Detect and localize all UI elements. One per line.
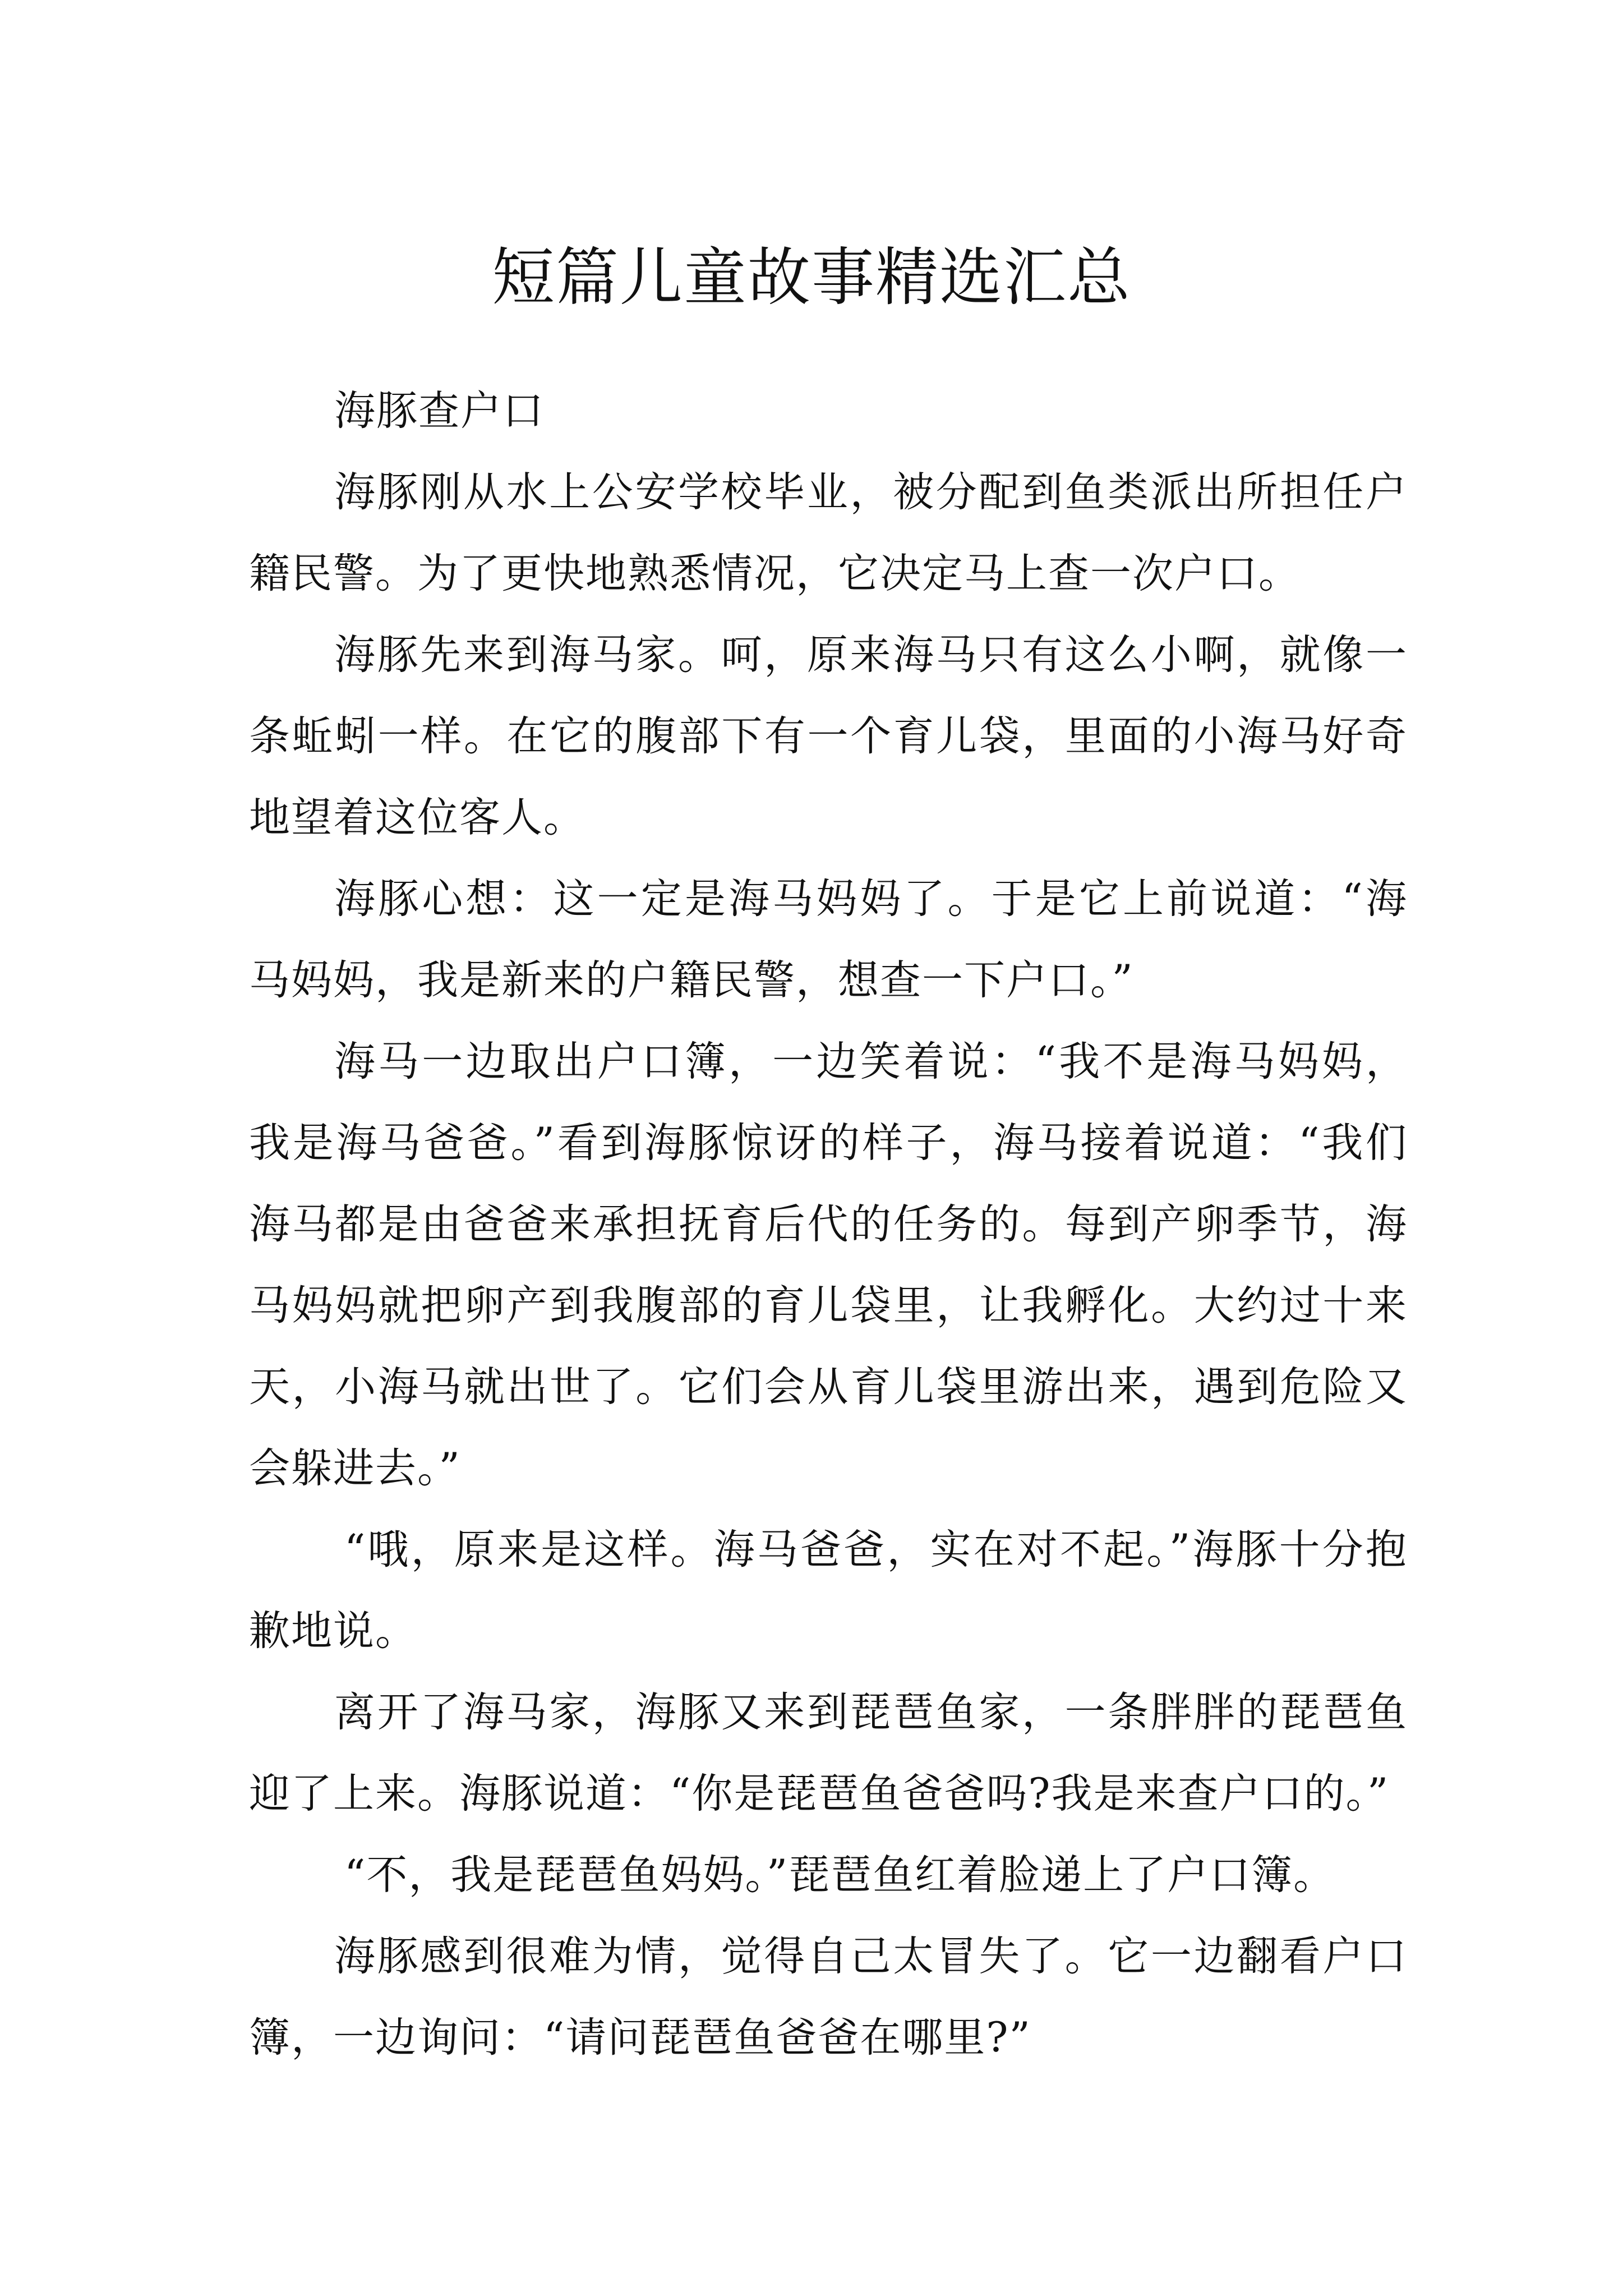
body-paragraph: 海豚刚从水上公安学校毕业，被分配到鱼类派出所担任户籍民警。为了更快地熟悉情况，它决定马上查一次户口。 [249, 468, 1408, 597]
body-paragraph: 离开了海马家，海豚又来到琵琶鱼家，一条胖胖的琵琶鱼迎了上来。海豚说道：“你是琵琶鱼爸爸吗?我是来查户口的。” [249, 1688, 1408, 1818]
body-paragraph: 海豚先来到海马家。呵，原来海马只有这么小啊，就像一条蚯蚓一样。在它的腹部下有一个育儿袋，里面的小海马好奇地望着这位客人。 [249, 631, 1408, 841]
body-paragraph: 海豚心想：这一定是海马妈妈了。于是它上前说道：“海马妈妈，我是新来的户籍民警，想查一下户口。” [249, 875, 1408, 1004]
body-paragraph: 海豚感到很难为情，觉得自己太冒失了。它一边翻看户口簿，一边询问：“请问琵琶鱼爸爸在哪里?” [249, 1932, 1408, 2062]
body-paragraph: “不，我是琵琶鱼妈妈。”琵琶鱼红着脸递上了户口簿。 [344, 1851, 1336, 1899]
document-title: 短篇儿童故事精选汇总 [492, 241, 1131, 315]
body-paragraph: 海马一边取出户口簿，一边笑着说：“我不是海马妈妈，我是海马爸爸。”看到海豚惊讶的样子，海马接着说道：“我们海马都是由爸爸来承担抚育后代的任务的。每到产卵季节，海马妈妈就把卵产到我腹部的育儿袋里，让我孵化。大约过十来天，小海马就出世了。它们会从育儿袋里游出来，遇到危险又会躲进去。” [249, 1038, 1408, 1492]
body-paragraph: “哦，原来是这样。海马爸爸，实在对不起。”海豚十分抱歉地说。 [249, 1526, 1408, 1655]
story-title-paragraph: 海豚查户口 [334, 387, 545, 435]
document-body [249, 370, 1408, 2078]
